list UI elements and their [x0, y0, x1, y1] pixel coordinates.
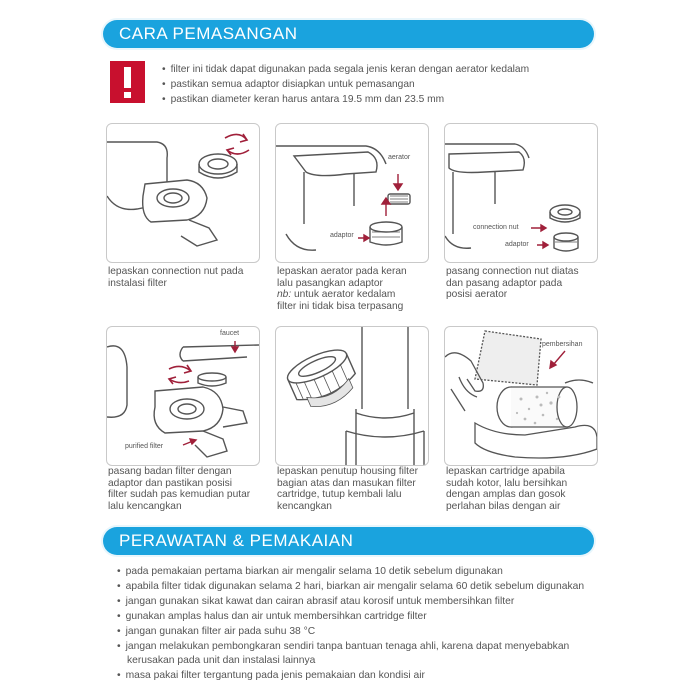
step-illustration-3 [444, 123, 598, 263]
step-illustration-5 [275, 326, 429, 466]
maintenance-item: • jangan melakukan pembongkaran sendiri tanpa bantuan tenaga ahli, karena dapat menyebabkan [117, 641, 569, 653]
step-illustration-2 [275, 123, 429, 263]
section-title: PERAWATAN & PEMAKAIAN [119, 531, 354, 550]
warning-item: • filter ini tidak dapat digunakan pada segala jenis keran dengan aerator kedalam [162, 64, 529, 75]
step-caption-3: pasang connection nut diatas dan pasang adaptor pada posisi aerator [446, 266, 579, 300]
label-pembersihan: pembersihan [542, 341, 583, 348]
maintenance-item: • jangan gunakan filter air pada suhu 38 °C [117, 626, 315, 638]
step-illustration-6 [444, 326, 598, 466]
step-caption-1: lepaskan connection nut pada instalasi filter [108, 266, 244, 289]
section-title: CARA PEMASANGAN [119, 24, 298, 43]
maintenance-item: • masa pakai filter tergantung pada jenis pemakaian dan kondisi air [117, 670, 425, 682]
maintenance-item-continued: kerusakan pada unit dan instalasi lainnya [127, 655, 316, 666]
warning-item: • pastikan diameter keran harus antara 19.5 mm dan 23.5 mm [162, 94, 444, 105]
warning-item: • pastikan semua adaptor disiapkan untuk pemasangan [162, 79, 415, 90]
step-caption-2: lepaskan aerator pada keran lalu pasangkan adaptor nb: untuk aerator kedalam filter ini tidak bisa terpasang [277, 266, 407, 312]
section-banner-perawatan [103, 527, 594, 555]
step-caption-5: lepaskan penutup housing filter bagian atas dan masukan filter cartridge, tutup kembali lalu kencangkan [277, 466, 419, 512]
step-caption-6: lepaskan cartridge apabila sudah kotor, lalu bersihkan dengan amplas dan gosok perlahan bilas dengan air [446, 466, 568, 512]
label-aerator: aerator [388, 154, 411, 161]
section-banner-cara-pemasangan [103, 20, 594, 48]
warning-icon [110, 61, 145, 103]
step-caption-4: pasang badan filter dengan adaptor dan pastikan posisi filter sudah pas kemudian putar lalu kencangkan [108, 466, 251, 512]
label-connection-nut: connection nut [473, 224, 519, 231]
maintenance-item: • pada pemakaian pertama biarkan air mengalir selama 10 detik sebelum digunakan [117, 566, 503, 578]
step-illustration-4 [106, 326, 260, 466]
maintenance-item: • jangan gunakan sikat kawat dan cairan abrasif atau korosif untuk membersihkan filter [117, 596, 514, 608]
maintenance-item: • apabila filter tidak digunakan selama 2 hari, biarkan air mengalir selama 60 detik sebelum digunakan [117, 581, 584, 593]
label-purified-filter: purified filter [125, 443, 164, 450]
label-adaptor: adaptor [505, 241, 529, 248]
label-faucet: faucet [220, 330, 240, 337]
maintenance-item: • gunakan amplas halus dan air untuk membersihkan cartridge filter [117, 611, 427, 623]
label-adaptor: adaptor [330, 232, 354, 239]
step-illustration-1 [106, 123, 260, 263]
